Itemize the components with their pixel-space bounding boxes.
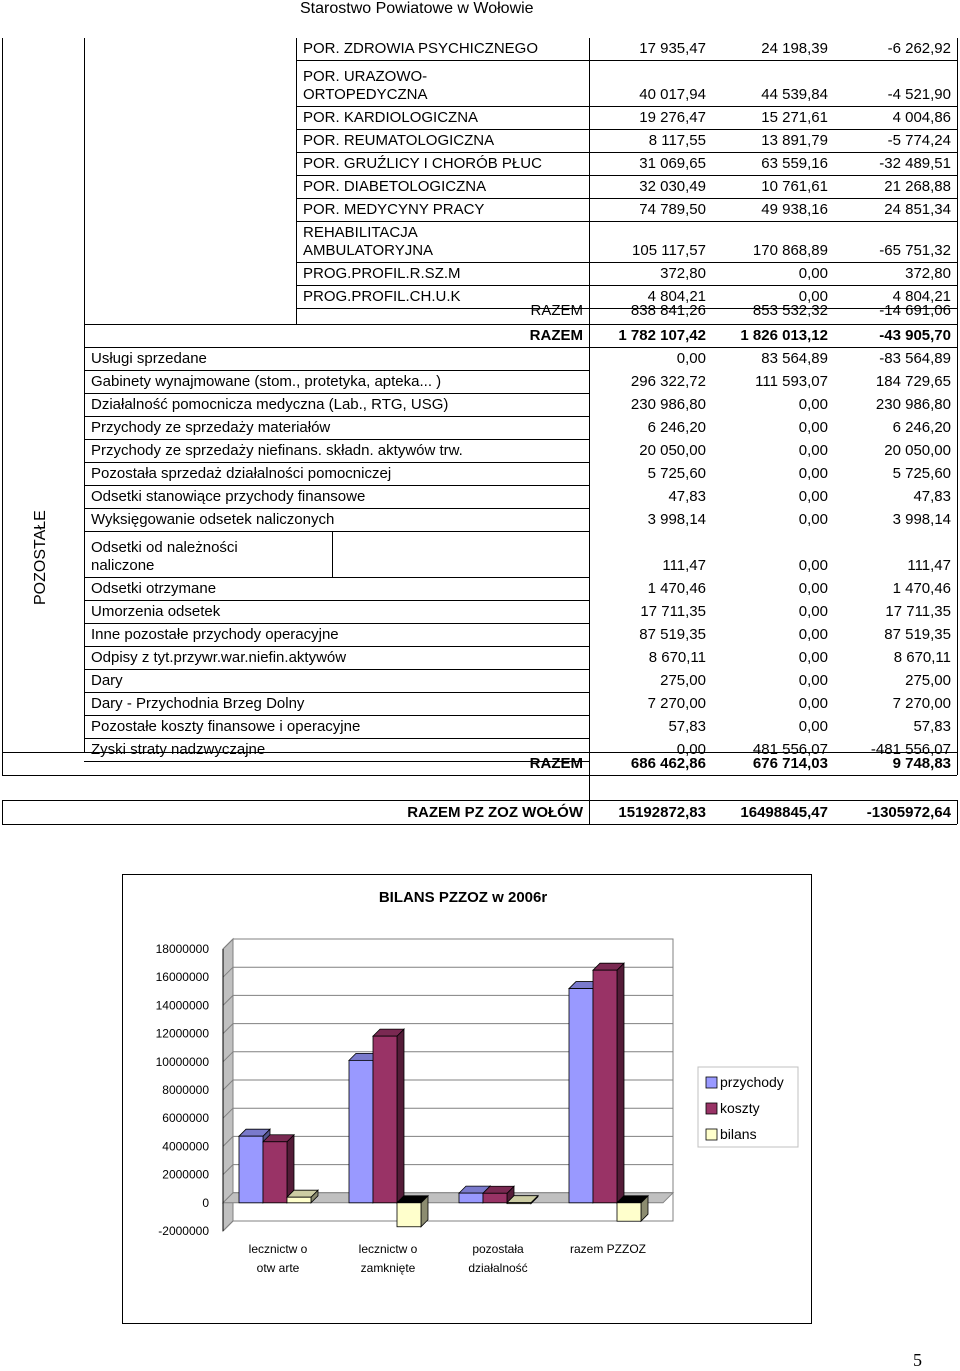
bar-przychody	[569, 989, 593, 1203]
y-tick-label: 16000000	[155, 970, 209, 985]
pozostale-end-divider	[2, 752, 957, 753]
pozostale-row-divider	[84, 485, 589, 486]
chart-title: BILANS PZZOZ w 2006r	[378, 889, 548, 906]
pozostale-row-value-2: 0,00	[798, 442, 828, 459]
razem-total-value-3: -1305972,64	[866, 804, 951, 821]
pozostale-row-value-1: 87 519,35	[639, 626, 706, 643]
ward-row-value-3: -32 489,51	[879, 155, 951, 172]
pozostale-row-value-2: 481 556,07	[752, 741, 828, 758]
pozostale-row-value-3: 3 998,14	[892, 511, 951, 528]
pozostale-row-value-1: 0,00	[676, 741, 706, 758]
pozostale-row-label: Pozostała sprzedaż działalności pomocniczej	[91, 465, 392, 482]
pozostale-row-value-2: 0,00	[798, 419, 828, 436]
pozostale-row-label: Dary	[91, 672, 123, 689]
ward-row-label: POR. MEDYCYNY PRACY	[303, 201, 485, 218]
x-category-label: otw arte	[256, 1261, 300, 1275]
y-tick-label: 4000000	[162, 1139, 209, 1154]
x-category-label: razem PZZOZ	[569, 1242, 647, 1256]
ward-row-value-1: 8 117,55	[648, 132, 706, 149]
pozostale-row-value-2: 111 593,07	[755, 373, 828, 390]
total-right-border	[957, 800, 958, 824]
pozostale-row-value-2: 0,00	[798, 695, 828, 712]
pozostale-row-value-3: 1 470,46	[892, 580, 951, 597]
razem-pozostale-label: RAZEM	[529, 755, 583, 772]
x-category-label: działalność	[468, 1261, 528, 1275]
ward-row-value-2: 13 891,79	[761, 132, 828, 149]
razem-sub-value-3: -14 691,06	[879, 302, 951, 319]
bar-bilans	[397, 1203, 421, 1227]
pozostale-row-value-1: 7 270,00	[647, 695, 706, 712]
pozostale-row-value-1: 296 322,72	[630, 373, 706, 390]
ward-row-value-3: 4 804,21	[892, 288, 951, 305]
razem-pozostale-value-3: 9 748,83	[892, 755, 951, 772]
ward-row-value-1: 31 069,65	[639, 155, 706, 172]
pozostale-row-value-2: 0,00	[798, 557, 828, 574]
ward-row-label: PROG.PROFIL.R.SZ.M	[303, 265, 461, 282]
label-split-line	[332, 531, 333, 577]
pozostale-row-divider	[84, 669, 589, 670]
pozostale-row-value-1: 1 470,46	[647, 580, 706, 597]
razem-sub-value-1: 838 841,26	[630, 302, 706, 319]
ward-row-value-2: 44 539,84	[761, 86, 828, 103]
pozostale-row-label: Gabinety wynajmowane (stom., protetyka, apteka... )	[91, 373, 442, 390]
pozostale-row-value-2: 0,00	[798, 465, 828, 482]
razem-sub-divider	[84, 324, 957, 325]
pozostale-row-value-2: 0,00	[798, 672, 828, 689]
legend-swatch-przychody	[706, 1077, 717, 1088]
pozostale-row-value-3: 275,00	[905, 672, 951, 689]
page-header: Starostwo Powiatowe w Wołowie	[300, 0, 534, 17]
ward-row-value-3: 4 004,86	[892, 109, 951, 126]
ward-row-label: POR. DIABETOLOGICZNA	[303, 178, 487, 195]
total-top-border	[2, 800, 957, 801]
legend-label-bilans: bilans	[720, 1126, 757, 1142]
ward-row-value-1: 40 017,94	[639, 86, 706, 103]
bar-side	[617, 963, 624, 1203]
bar-przychody	[459, 1193, 483, 1203]
pozostale-row-label: Odsetki stanowiące przychody finansowe	[91, 488, 366, 505]
razem-main-value-1: 1 782 107,42	[618, 327, 706, 344]
pozostale-row-value-2: 0,00	[798, 511, 828, 528]
ward-row-value-2: 49 938,16	[761, 201, 828, 218]
pozostale-row-value-3: 111,47	[907, 557, 951, 574]
pozostale-row-label: Pozostałe koszty finansowe i operacyjne	[91, 718, 361, 735]
razem-total-value-1: 15192872,83	[618, 804, 706, 821]
pozostale-row-label: Odsetki od należności	[91, 539, 238, 556]
pozostale-row-value-3: -481 556,07	[870, 741, 951, 758]
bar-koszty	[483, 1193, 507, 1203]
y-tick-label: 2000000	[162, 1167, 209, 1182]
ward-row-value-1: 4 804,21	[647, 288, 706, 305]
razem-main-value-2: 1 826 013,12	[740, 327, 828, 344]
bar-przychody	[349, 1060, 373, 1202]
ward-row-divider	[296, 175, 957, 176]
pozostale-row-value-1: 6 246,20	[647, 419, 706, 436]
x-category-label: pozostała	[472, 1242, 524, 1256]
pozostale-row-value-3: 17 711,35	[885, 603, 951, 620]
pozostale-row-value-3: -83 564,89	[879, 350, 951, 367]
razem-pozostale-divider	[2, 775, 957, 776]
ward-row-label: POR. GRUŹLICY I CHORÓB PŁUC	[303, 155, 542, 172]
ward-row-value-3: -4 521,90	[887, 86, 951, 103]
ward-row-value-3: -6 262,92	[887, 40, 951, 57]
ward-row-value-2: 10 761,61	[761, 178, 828, 195]
pozostale-row-divider	[84, 462, 589, 463]
pozostale-row-value-2: 0,00	[798, 580, 828, 597]
legend-label-koszty: koszty	[720, 1100, 760, 1116]
y-tick-label: 14000000	[155, 998, 209, 1013]
ward-row-divider	[296, 262, 957, 263]
razem-total-label: RAZEM PZ ZOZ WOŁÓW	[407, 804, 583, 821]
ward-row-value-2: 170 868,89	[752, 242, 828, 259]
pozostale-row-divider	[84, 692, 589, 693]
section-label-text: POZOSTAŁE	[32, 510, 49, 605]
ward-row-value-1: 372,80	[660, 265, 706, 282]
ward-row-value-3: -65 751,32	[879, 242, 951, 259]
pozostale-row-divider	[84, 416, 589, 417]
ward-row-divider	[296, 198, 957, 199]
bar-koszty	[593, 970, 617, 1203]
pozostale-row-value-2: 0,00	[798, 396, 828, 413]
pozostale-row-value-3: 20 050,00	[884, 442, 951, 459]
y-tick-label: 10000000	[155, 1054, 209, 1069]
ward-row-value-3: 24 851,34	[884, 201, 951, 218]
ward-row-label: POR. REUMATOLOGICZNA	[303, 132, 495, 149]
pozostale-row-value-3: 5 725,60	[892, 465, 951, 482]
total-left-border	[2, 800, 3, 824]
y-tick-label: -2000000	[158, 1224, 209, 1238]
pozostale-row-label: naliczone	[91, 557, 155, 574]
pozostale-row-value-1: 3 998,14	[647, 511, 706, 528]
ward-row-value-3: 372,80	[905, 265, 951, 282]
pozostale-row-value-3: 230 986,80	[875, 396, 951, 413]
ward-row-divider	[296, 60, 957, 61]
pozostale-row-value-2: 0,00	[798, 626, 828, 643]
pozostale-row-value-1: 5 725,60	[647, 465, 706, 482]
ward-row-value-1: 19 276,47	[639, 109, 706, 126]
pozostale-row-label: Zyski straty nadzwyczajne	[91, 741, 266, 758]
pozostale-row-value-1: 17 711,35	[640, 603, 706, 620]
pozostale-row-divider	[84, 738, 589, 739]
ward-row-label: POR. ZDROWIA PSYCHICZNEGO	[303, 40, 539, 57]
bar-bilans	[617, 1203, 641, 1221]
ward-row-label: POR. KARDIOLOGICZNA	[303, 109, 479, 126]
ward-row-value-3: -5 774,24	[887, 132, 951, 149]
legend-swatch-bilans	[706, 1129, 717, 1140]
pozostale-row-label: Odsetki otrzymane	[91, 580, 217, 597]
y-tick-label: 12000000	[155, 1026, 209, 1041]
ward-row-value-2: 63 559,16	[761, 155, 828, 172]
pozostale-row-label: Umorzenia odsetek	[91, 603, 221, 620]
bar-przychody	[239, 1136, 263, 1203]
pozostale-row-label: Odpisy z tyt.przywr.war.niefin.aktywów	[91, 649, 347, 666]
pozostale-row-divider	[84, 623, 589, 624]
pozostale-row-label: Przychody ze sprzedaży niefinans. składn. aktywów trw.	[91, 442, 463, 459]
bar-side	[397, 1029, 404, 1203]
ward-row-divider	[296, 221, 957, 222]
pozostale-row-label: Działalność pomocnicza medyczna (Lab., RTG, USG)	[91, 396, 449, 413]
ward-row-divider	[296, 106, 957, 107]
razem-sub-label: RAZEM	[530, 302, 583, 319]
ward-row-label: PROG.PROFIL.CH.U.K	[303, 288, 461, 305]
pozostale-row-divider	[84, 715, 589, 716]
pozostale-row-value-3: 47,83	[913, 488, 951, 505]
bar-koszty	[263, 1142, 287, 1203]
y-tick-label: 8000000	[162, 1083, 209, 1097]
x-category-label: lecznictw o	[248, 1242, 308, 1256]
pozostale-row-divider	[84, 646, 589, 647]
pozostale-row-divider	[84, 508, 589, 509]
pozostale-row-value-1: 275,00	[660, 672, 706, 689]
razem-main-label: RAZEM	[529, 327, 583, 344]
bilans-chart-svg	[123, 875, 811, 1323]
pozostale-row-divider	[84, 577, 589, 578]
pozostale-row-divider	[84, 531, 589, 532]
y-tick-label: 0	[202, 1195, 209, 1210]
ward-row-value-2: 24 198,39	[761, 40, 828, 57]
pozostale-row-value-2: 0,00	[798, 718, 828, 735]
pozostale-row-value-2: 0,00	[798, 649, 828, 666]
pozostale-row-value-3: 6 246,20	[892, 419, 951, 436]
ward-row-label: AMBULATORYJNA	[303, 242, 434, 259]
ward-row-divider	[296, 285, 957, 286]
ward-row-value-1: 32 030,49	[639, 178, 706, 195]
ward-row-value-1: 17 935,47	[639, 40, 706, 57]
pozostale-row-value-1: 47,83	[668, 488, 706, 505]
sub-column-line	[296, 38, 297, 324]
pozostale-row-label: Inne pozostałe przychody operacyjne	[91, 626, 339, 643]
page-number: 5	[913, 1350, 922, 1370]
ward-row-divider	[296, 152, 957, 153]
pozostale-row-value-1: 8 670,11	[648, 649, 706, 666]
bilans-chart	[122, 874, 812, 1324]
pozostale-row-value-2: 0,00	[798, 488, 828, 505]
ward-row-label: POR. URAZOWO-	[303, 68, 428, 85]
pozostale-row-label: Dary - Przychodnia Brzeg Dolny	[91, 695, 305, 712]
ward-row-value-1: 105 117,57	[632, 242, 706, 259]
section-label-pozostale	[32, 495, 52, 605]
pozostale-row-divider	[84, 370, 589, 371]
razem-sub-value-2: 853 532,32	[752, 302, 828, 319]
pozostale-row-value-3: 8 670,11	[893, 649, 951, 666]
pozostale-row-value-1: 0,00	[676, 350, 706, 367]
ward-row-value-1: 74 789,50	[639, 201, 706, 218]
ward-row-label: REHABILITACJA	[303, 224, 418, 241]
pozostale-row-value-3: 7 270,00	[892, 695, 951, 712]
bar-bilans	[287, 1197, 311, 1203]
ward-row-value-2: 15 271,61	[761, 109, 828, 126]
pozostale-row-value-2: 83 564,89	[761, 350, 828, 367]
razem-main-divider	[84, 347, 957, 348]
bar-bilans	[507, 1203, 531, 1204]
razem-total-value-2: 16498845,47	[740, 804, 828, 821]
pozostale-row-value-1: 111,47	[662, 557, 706, 574]
bar-koszty	[373, 1036, 397, 1203]
value-column-line	[589, 38, 590, 775]
y-tick-label: 6000000	[162, 1111, 209, 1126]
pozostale-row-divider	[84, 393, 589, 394]
pozostale-row-divider	[84, 439, 589, 440]
pozostale-row-value-1: 20 050,00	[639, 442, 706, 459]
legend-swatch-koszty	[706, 1103, 717, 1114]
pozostale-row-value-3: 87 519,35	[884, 626, 951, 643]
table-right-border	[957, 38, 958, 775]
razem-pozostale-value-1: 686 462,86	[630, 755, 706, 772]
pozostale-row-value-1: 57,83	[668, 718, 706, 735]
razem-main-value-3: -43 905,70	[879, 327, 951, 344]
ward-row-label: ORTOPEDYCZNA	[303, 86, 428, 103]
pozostale-row-divider	[84, 600, 589, 601]
pozostale-row-label: Przychody ze sprzedaży materiałów	[91, 419, 331, 436]
inner-column-line	[84, 38, 85, 752]
legend-label-przychody: przychody	[720, 1074, 784, 1090]
total-bottom-border	[2, 824, 957, 825]
ward-row-value-2: 0,00	[798, 265, 828, 282]
ward-row-divider	[296, 129, 957, 130]
ward-row-value-3: 21 268,88	[884, 178, 951, 195]
pozostale-row-label: Usługi sprzedane	[91, 350, 207, 367]
table-left-border	[2, 38, 3, 775]
ward-row-value-2: 0,00	[798, 288, 828, 305]
razem-pozostale-value-2: 676 714,03	[752, 755, 828, 772]
pozostale-row-value-3: 184 729,65	[875, 373, 951, 390]
x-category-label: lecznictw o	[358, 1242, 418, 1256]
pozostale-row-value-3: 57,83	[913, 718, 951, 735]
pozostale-row-label: Wyksięgowanie odsetek naliczonych	[91, 511, 335, 528]
y-tick-label: 18000000	[155, 942, 209, 956]
pozostale-row-value-2: 0,00	[798, 603, 828, 620]
x-category-label: zamknięte	[360, 1261, 416, 1275]
pozostale-row-value-1: 230 986,80	[630, 396, 706, 413]
